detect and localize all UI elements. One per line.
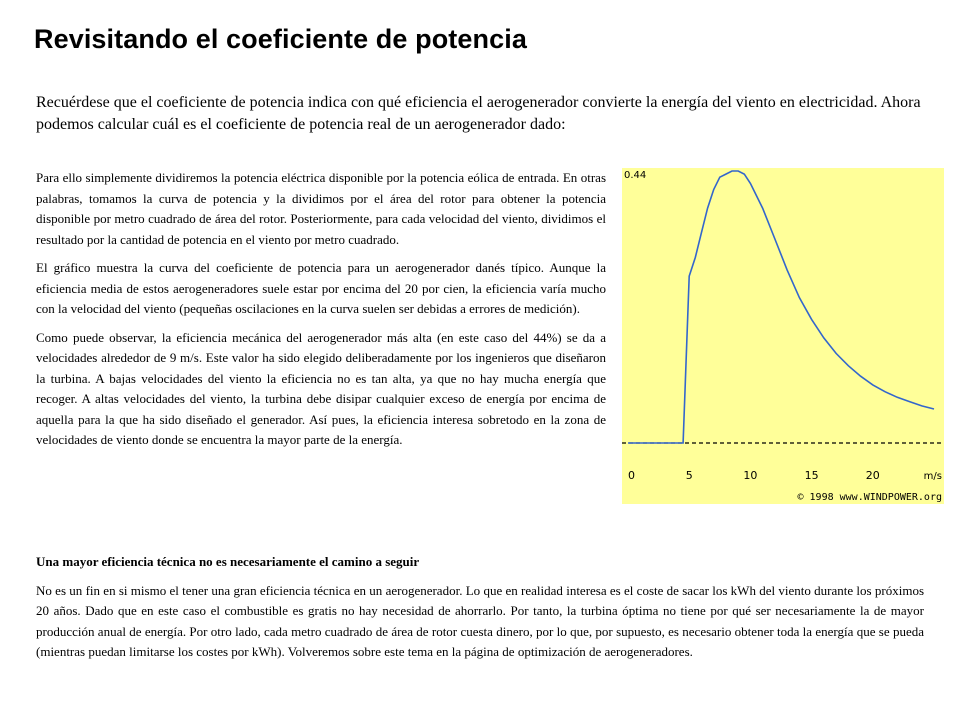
x-tick-label: 10 [743,469,758,482]
power-coefficient-chart [622,168,944,504]
body-paragraph: Para ello simplemente dividiremos la potencia eléctrica disponible por la potencia eólica de entrada. En otras palabras, tomamos la curva de potencia y la dividimos por el área del rotor para obtener la potencia disponible por metro cuadrado de área del rotor. Posteriormente, para cada velocidad del viento, dividimos el resultado por la cantidad de potencia en el viento por metro cuadrado. [36,170,606,247]
y-max-label: 0.44 [624,170,647,181]
body-paragraph: El gráfico muestra la curva del coeficiente de potencia para un aerogenerador danés típico. Aunque la eficiencia media de estos aerogeneradores suele estar por encima del 20 por cien, la eficiencia varía mucho con la velocidad del viento (pequeñas oscilaciones en la curva suelen ser debidas a errores de medición). [36,260,606,316]
page-title: Revisitando el coeficiente de potencia [34,24,527,54]
chart-background [622,168,944,504]
intro-paragraph: Recuérdese que el coeficiente de potencia indica con qué eficiencia el aerogenerador convierte la energía del viento en electricidad. Ahora podemos calcular cuál es el coeficiente de potencia real de un aerogenerador dado: [36,94,921,133]
x-tick-label: 15 [804,469,819,482]
x-tick-label: 0 [628,469,635,482]
chart-credit: © 1998 www.WINDPOWER.org [797,492,942,503]
x-unit-label: m/s [923,471,942,482]
section-heading: Una mayor eficiencia técnica no es necesariamente el camino a seguir [36,554,420,569]
x-tick-label: 5 [685,469,693,482]
x-tick-label: 20 [865,469,880,482]
body-column [36,168,606,459]
body-paragraph: Como puede observar, la eficiencia mecánica del aerogenerador más alta (en este caso del 44%) se da a velocidades alrededor de 9 m/s. Este valor ha sido elegido deliberadamente por los ingenieros que diseñaron la turbina. A bajas velocidades del viento la eficiencia no es tan alta, ya que no hay mucha energía que recoger. A altas velocidades del viento, la turbina debe disipar cualquier exceso de energía por encima de aquella para la que ha sido diseñado el generador. Así pues, la eficiencia interesa sobretodo en la zona de velocidades de viento donde se encuentra la mayor parte de la energía. [36,329,606,447]
bottom-section [36,552,924,663]
chart-svg [622,168,944,504]
section-paragraph: No es un fin en si mismo el tener una gran eficiencia técnica en un aerogenerador. Lo que en realidad interesa es el coste de sacar los kWh del viento durante los próximos 20 años. Dado que en este caso el combustible es gratis no hay necesidad de ahorrarlo. Por tanto, la turbina óptima no tiene por qué ser necesariamente la de mayor producción anual de energía. Por otro lado, cada metro cuadrado de área de rotor cuesta dinero, por lo que, por supuesto, es necesario obtener toda la energía que se pueda (mientras puedan limitarse los costes por kWh). Volveremos sobre este tema en la página de optimización de aerogeneradores. [36,582,924,659]
